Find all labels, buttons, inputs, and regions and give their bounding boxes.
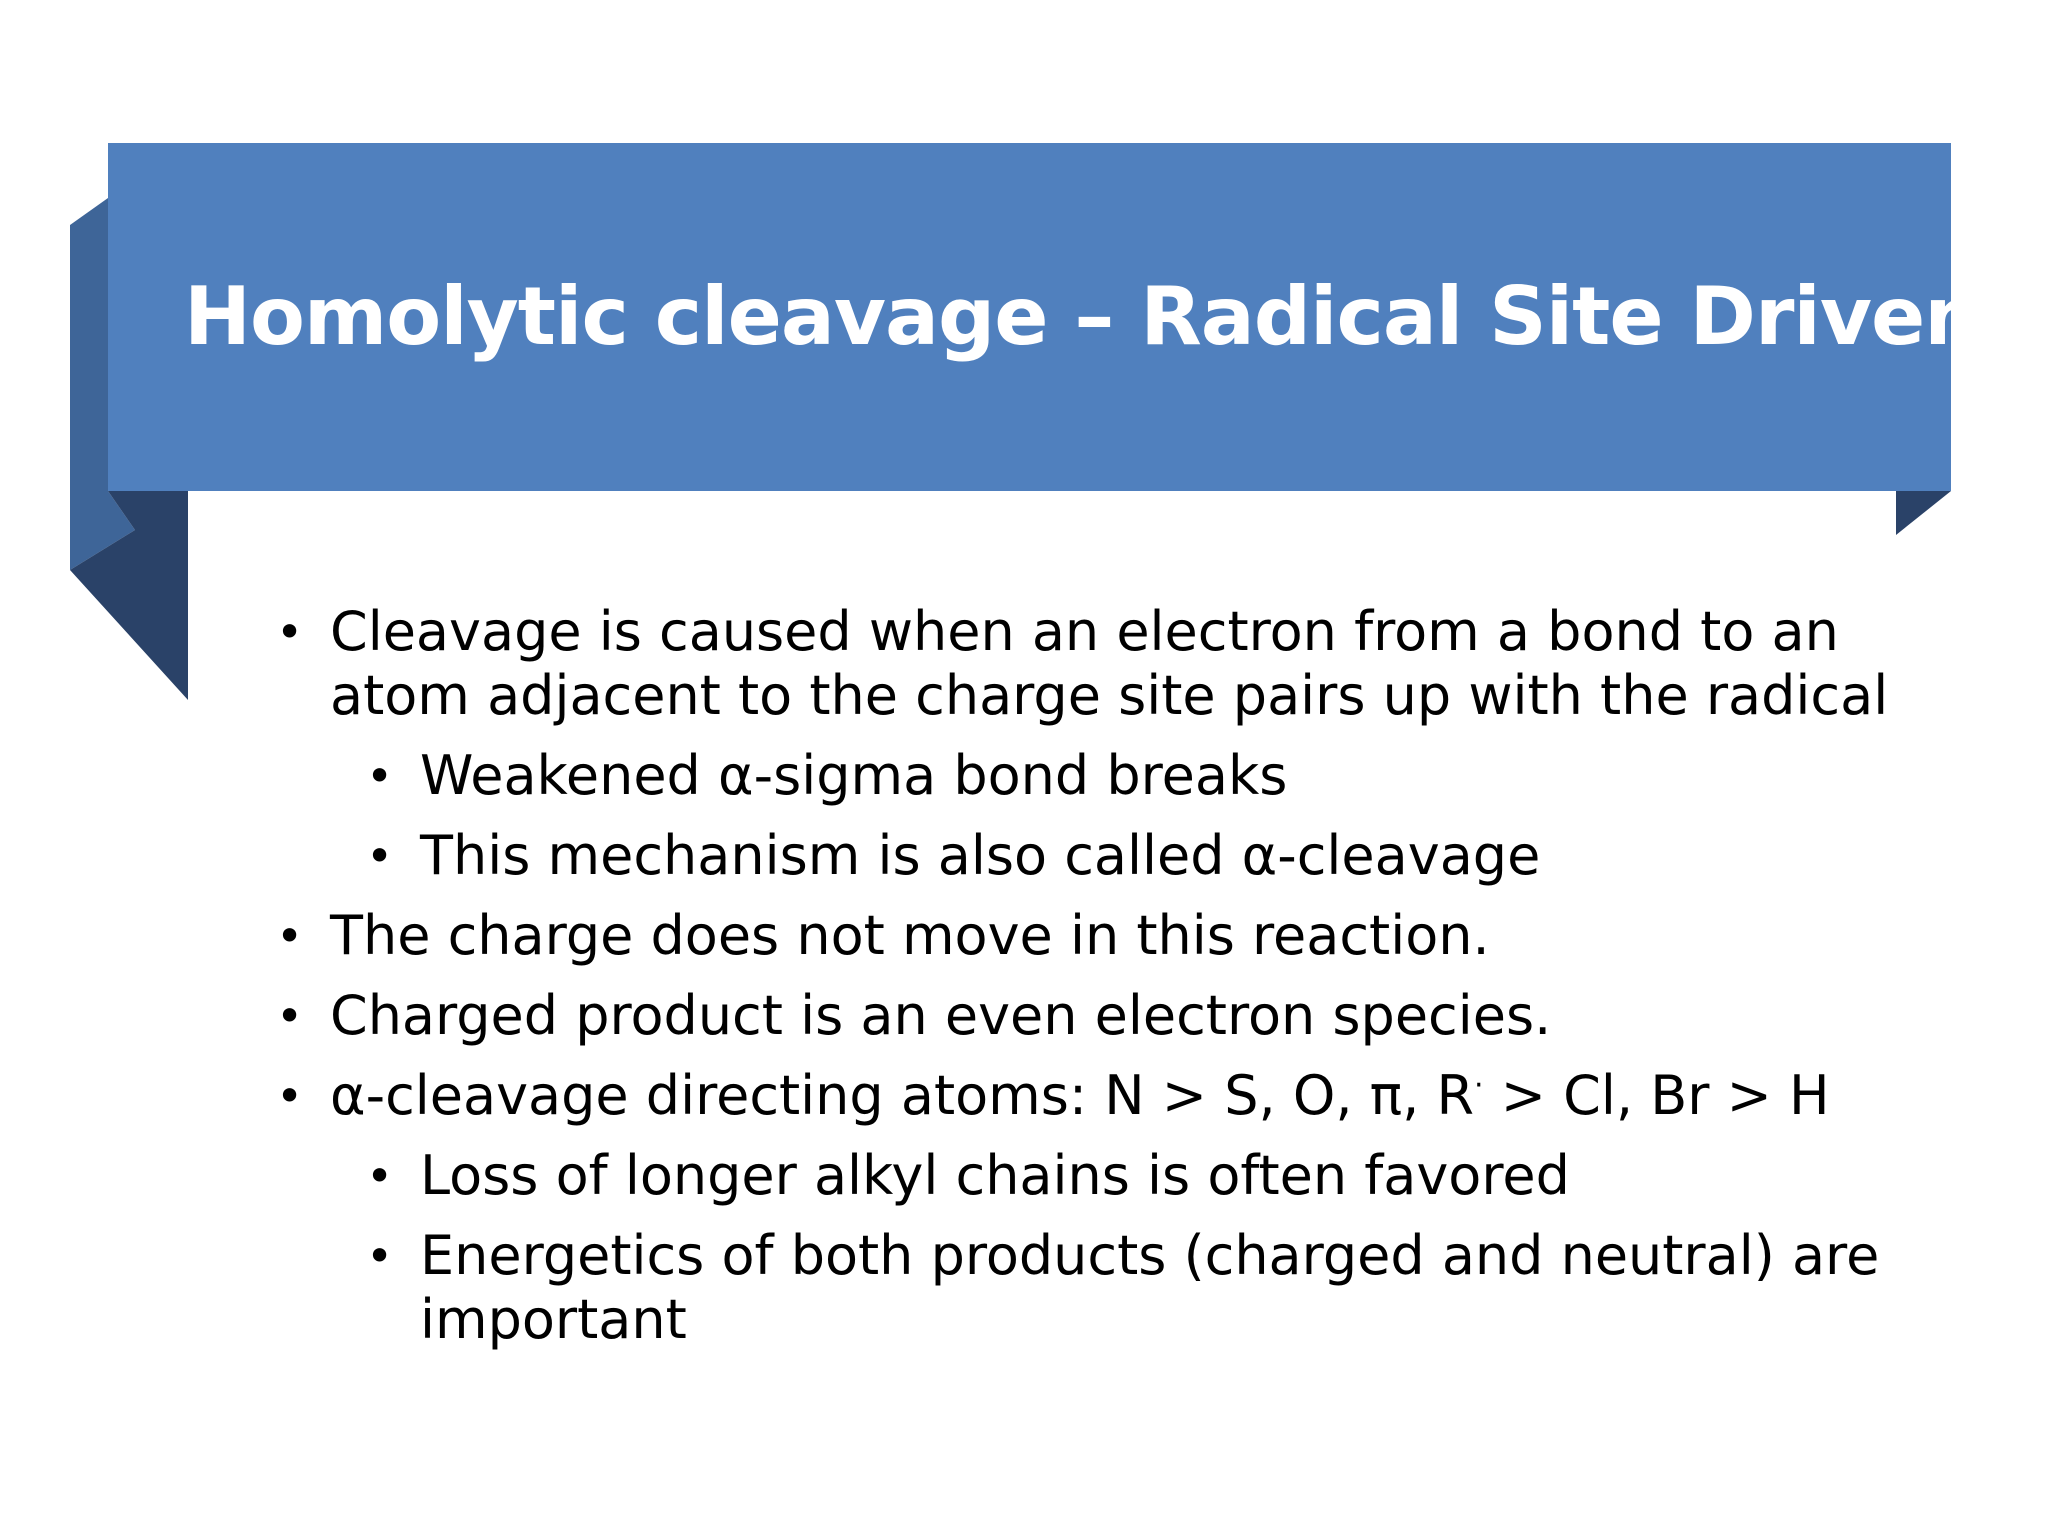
ribbon-right-fold: [1896, 491, 1951, 535]
sub-bullet-item: [272, 744, 1892, 808]
bullet-text: This mechanism is also called α-cleavage: [420, 824, 1541, 887]
bullet-marker-icon: •: [276, 909, 304, 963]
bullet-marker-icon: •: [276, 1069, 304, 1123]
bullet-text: The charge does not move in this reaction.: [330, 904, 1490, 967]
bullet-text: Cleavage is caused when an electron from a bond to an atom adjacent to the charge site pairs up with the radical: [330, 600, 1889, 727]
bullet-marker-icon: •: [366, 1229, 394, 1283]
slide-body: [272, 600, 1892, 1368]
bullet-text: Loss of longer alkyl chains is often favored: [420, 1144, 1570, 1207]
bullet-item: [272, 904, 1892, 968]
bullet-marker-icon: •: [366, 1149, 394, 1203]
bullet-list: [272, 600, 1892, 1352]
bullet-text-part: α-cleavage directing atoms: N > S, O, π, R: [330, 1064, 1475, 1127]
radical-dot-superscript: ·: [1474, 1068, 1484, 1103]
slide-title: Homolytic cleavage – Radical Site Driven: [184, 270, 1981, 363]
sub-bullet-item: [272, 1224, 1892, 1352]
title-banner: [108, 143, 1981, 491]
bullet-item: [272, 984, 1892, 1048]
bullet-marker-icon: •: [276, 989, 304, 1043]
bullet-item: [272, 1064, 1892, 1128]
bullet-marker-icon: •: [366, 749, 394, 803]
sub-bullet-item: [272, 824, 1892, 888]
bullet-text: [330, 1064, 1892, 1128]
bullet-text: Charged product is an even electron species.: [330, 984, 1552, 1047]
sub-bullet-item: [272, 1144, 1892, 1208]
bullet-marker-icon: •: [366, 829, 394, 883]
bullet-marker-icon: •: [276, 605, 304, 659]
bullet-text: Energetics of both products (charged and neutral) are important: [420, 1224, 1880, 1351]
bullet-text-part: > Cl, Br > H: [1483, 1064, 1830, 1127]
bullet-text: Weakened α-sigma bond breaks: [420, 744, 1288, 807]
bullet-item: [272, 600, 1892, 728]
